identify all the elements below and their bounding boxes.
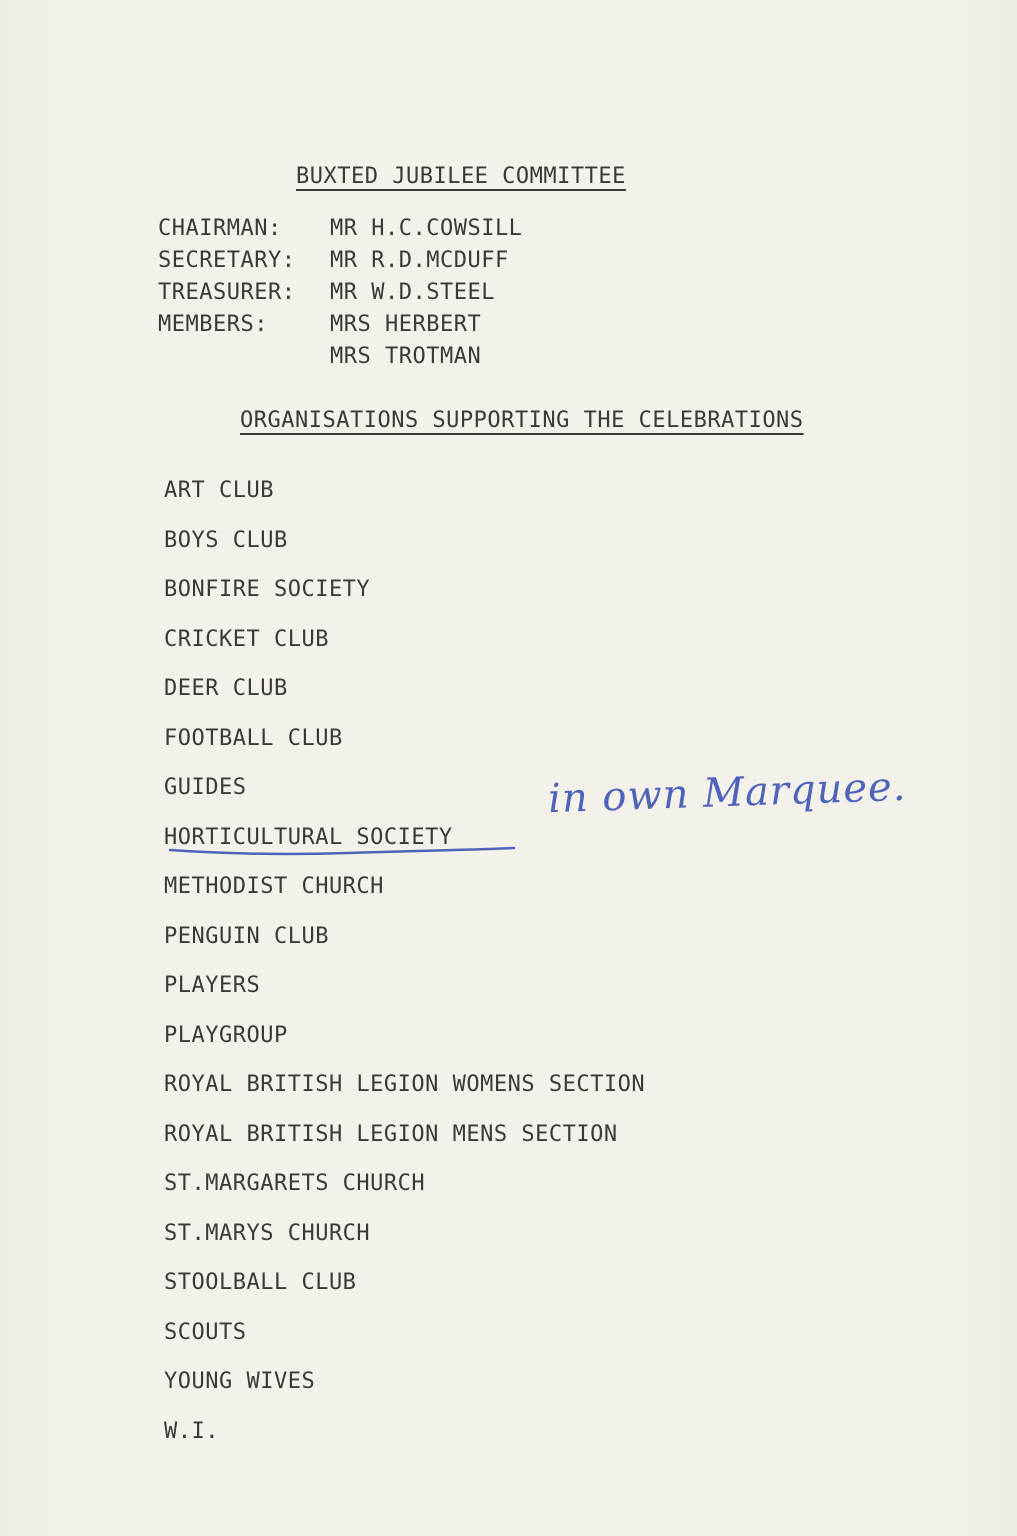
document-title: BUXTED JUBILEE COMMITTEE	[296, 164, 626, 189]
committee-name: MRS HERBERT	[330, 312, 482, 337]
list-item: ROYAL BRITISH LEGION WOMENS SECTION	[164, 1072, 646, 1097]
list-item: PLAYGROUP	[164, 1022, 288, 1048]
list-item: BOYS CLUB	[164, 527, 288, 553]
committee-row-treasurer	[158, 282, 522, 314]
list-item: ST.MARGARETS CHURCH	[164, 1171, 426, 1196]
committee-name: MR W.D.STEEL	[330, 280, 495, 305]
list-item: GUIDES	[164, 775, 247, 800]
list-item: YOUNG WIVES	[164, 1369, 316, 1394]
list-item-highlighted: HORTICULTURAL SOCIETY	[164, 824, 453, 850]
committee-role: SECRETARY:	[158, 248, 296, 273]
committee-role: MEMBERS:	[158, 312, 268, 337]
committee-name: MRS TROTMAN	[330, 344, 482, 369]
committee-role: TREASURER:	[158, 280, 296, 305]
organisations-list	[164, 480, 645, 1470]
list-item: PLAYERS	[164, 973, 261, 998]
list-item: SCOUTS	[164, 1319, 247, 1345]
committee-row-chairman	[158, 218, 522, 250]
committee-row-secretary	[158, 250, 522, 282]
committee-role: CHAIRMAN:	[158, 216, 282, 241]
list-item: ROYAL BRITISH LEGION MENS SECTION	[164, 1121, 618, 1147]
list-item: FOOTBALL CLUB	[164, 725, 343, 751]
organisations-heading: ORGANISATIONS SUPPORTING THE CELEBRATIONS	[240, 408, 804, 433]
committee-name: MR R.D.MCDUFF	[330, 248, 509, 273]
list-item: PENGUIN CLUB	[164, 923, 329, 949]
committee-list	[158, 218, 522, 378]
list-item: CRICKET CLUB	[164, 626, 329, 652]
list-item: METHODIST CHURCH	[164, 874, 384, 899]
handwritten-note: in own Marquee.	[547, 763, 908, 823]
list-item: W.I.	[164, 1418, 219, 1444]
committee-row-members	[158, 314, 522, 346]
list-item: BONFIRE SOCIETY	[164, 577, 371, 602]
committee-name: MR H.C.COWSILL	[330, 216, 523, 241]
committee-row-members-2	[158, 346, 522, 378]
list-item: STOOLBALL CLUB	[164, 1270, 357, 1295]
handwritten-underline	[168, 838, 518, 860]
list-item: ST.MARYS CHURCH	[164, 1220, 371, 1246]
list-item: ART CLUB	[164, 478, 274, 503]
list-item: DEER CLUB	[164, 676, 288, 701]
